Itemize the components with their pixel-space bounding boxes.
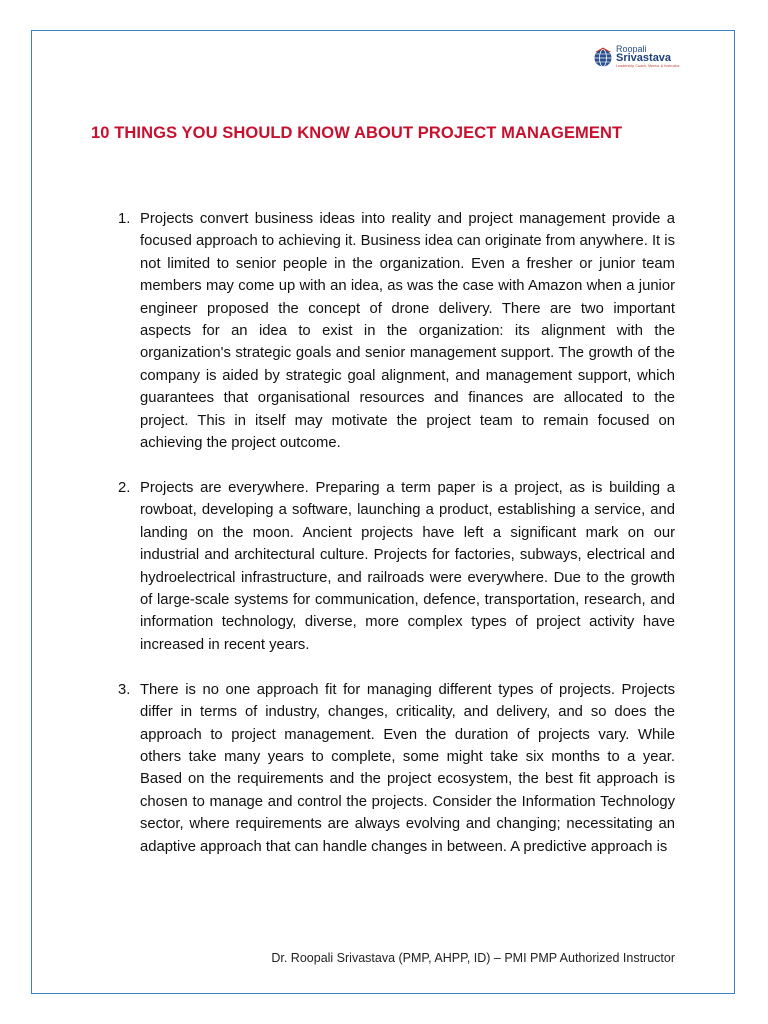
document-title: 10 THINGS YOU SHOULD KNOW ABOUT PROJECT MANAGEMENT [91, 124, 623, 142]
item-number: 3. [118, 681, 131, 698]
brand-logo [592, 44, 682, 70]
list-item [107, 679, 675, 858]
list-item [107, 477, 675, 656]
list-item [107, 208, 675, 454]
footer-author-credit: Dr. Roopali Srivastava (PMP, AHPP, ID) – PMI PMP Authorized Instructor [271, 951, 675, 965]
logo-first-name: Roopali [616, 44, 647, 55]
item-text: Projects convert business ideas into reality and project management provide a focused approach to achieving it. Business idea can originate from anywhere. It is not limited to senior people in the organization. Even a fresher or junior team members may come up with an idea, as was the case with Amazon when a junior engineer proposed the concept of drone delivery. There are two important aspects for an idea to exist in the organization: its alignment with the organization's strategic goals and senior management support. The growth of the company is aided by strategic goal alignment, and management support, which guarantees that organisational resources and finances are allocated to the project. This in itself may motivate the project team to remain focused on achieving the project outcome. [140, 211, 675, 452]
item-number: 1. [118, 211, 131, 227]
item-number: 2. [118, 479, 131, 496]
numbered-list [107, 208, 675, 880]
item-text: There is no one approach fit for managing different types of projects. Projects differ in terms of industry, changes, criticality, and delivery, and so does the approach to project management. Even the duration of projects vary. While others take many years to complete, some might take six months to a year. Based on the requirements and the project ecosystem, the best fit approach is chosen to manage and control the projects. Consider the Information Technology sector, where requirements are always evolving and changing; necessitating an adaptive approach that can handle changes in between. A predictive approach is [140, 681, 675, 855]
logo-last-name: Srivastava [616, 52, 672, 65]
globe-logo-icon [592, 46, 614, 68]
item-text: Projects are everywhere. Preparing a term paper is a project, as is building a rowboat, developing a software, launching a product, establishing a service, and landing on the moon. Ancient projects have left a significant mark on our industrial and architectural culture. Projects for factories, subways, electrical and hydroelectrical infrastructure, and railroads were everywhere. Due to the growth of large-scale systems for communication, defence, transportation, research, and information technology, diverse, more complex types of project activity have increased in recent years. [140, 479, 675, 653]
logo-tagline: Leadership Coach, Mentor & Instructor [616, 64, 680, 69]
